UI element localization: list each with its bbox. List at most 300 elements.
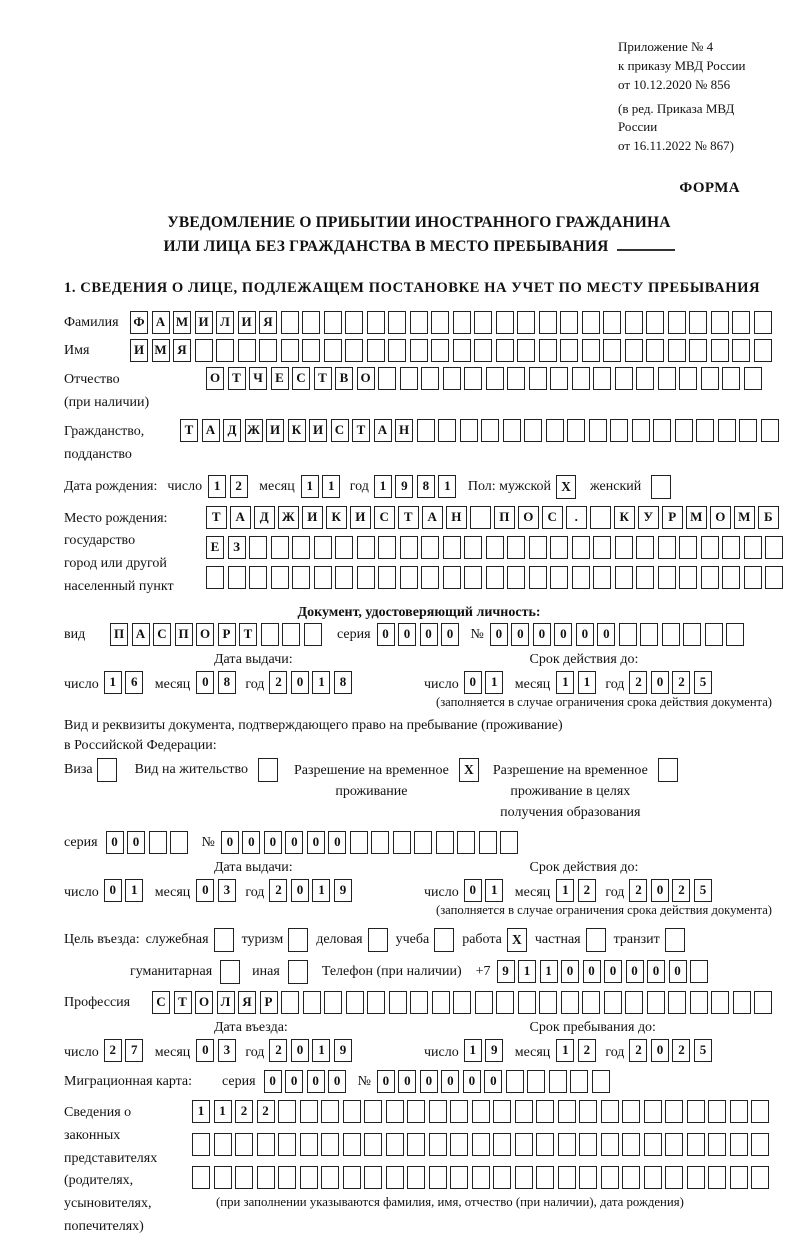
char-cell: 0: [264, 831, 282, 854]
purpose-business-label: деловая: [316, 932, 363, 948]
char-cell: [622, 1166, 640, 1189]
char-cell: [259, 339, 277, 362]
entry-dates-header: [64, 1020, 774, 1036]
char-cell: С: [542, 506, 563, 529]
char-cell: [515, 1166, 533, 1189]
char-cell: Т: [228, 367, 246, 390]
surname-row: [64, 311, 774, 334]
char-cell: 0: [441, 1070, 459, 1093]
month-label: месяц: [154, 884, 191, 900]
char-cell: [582, 339, 600, 362]
char-cell: [388, 311, 406, 334]
permit-series-row: [64, 831, 774, 854]
permit-number-cells: [221, 831, 522, 854]
char-cell: С: [292, 367, 310, 390]
char-cell: [300, 1100, 318, 1123]
char-cell: [646, 311, 664, 334]
char-cell: [470, 506, 491, 529]
char-cell: [367, 339, 385, 362]
char-cell: [364, 1133, 382, 1156]
profession-row: [64, 991, 774, 1014]
char-cell: 1: [208, 475, 226, 498]
char-cell: [281, 311, 299, 334]
permit-text-line-2: в Российской Федерации:: [64, 738, 217, 754]
char-cell: [726, 623, 744, 646]
char-cell: .: [566, 506, 587, 529]
year-label: год: [605, 1044, 625, 1060]
forma-label: ФОРМА: [679, 180, 740, 197]
char-cell: [550, 367, 568, 390]
citizenship-label-line-2: подданство: [64, 447, 132, 463]
permit-series-cells: [106, 831, 192, 854]
birthplace-label: [64, 506, 206, 599]
char-cell: [450, 1100, 468, 1123]
char-cell: [668, 311, 686, 334]
char-cell: [271, 536, 289, 559]
char-cell: 5: [694, 879, 712, 902]
char-cell: 0: [377, 623, 395, 646]
sex-male-label: Пол: мужской: [467, 478, 552, 494]
char-cell: [421, 536, 439, 559]
char-cell: 0: [626, 960, 644, 983]
char-cell: [216, 339, 234, 362]
char-cell: 2: [257, 1100, 275, 1123]
char-cell: [529, 367, 547, 390]
char-cell: [582, 991, 600, 1014]
permit-number-sign: №: [201, 835, 215, 851]
char-cell: [429, 1133, 447, 1156]
char-cell: 3: [218, 879, 236, 902]
purpose-other-label: иная: [252, 964, 280, 980]
char-cell: [708, 1133, 726, 1156]
birthplace-label-line-3: город или другой: [64, 556, 167, 572]
migration-card-label: Миграционная карта:: [64, 1074, 193, 1090]
char-cell: [632, 419, 650, 442]
char-cell: М: [152, 339, 170, 362]
purpose-business-checkbox: [368, 928, 388, 952]
char-cell: А: [422, 506, 443, 529]
char-cell: [683, 623, 701, 646]
char-cell: [560, 311, 578, 334]
patronymic-label-line-1: Отчество: [64, 372, 120, 388]
birthplace-row-1: [206, 506, 787, 529]
char-cell: [303, 991, 321, 1014]
char-cell: [343, 1166, 361, 1189]
passport-number-cells: [490, 623, 748, 646]
char-cell: [615, 536, 633, 559]
char-cell: [410, 339, 428, 362]
char-cell: [701, 367, 719, 390]
char-cell: [668, 339, 686, 362]
citizenship-cells: [180, 419, 782, 442]
char-cell: [429, 1166, 447, 1189]
char-cell: [561, 991, 579, 1014]
char-cell: [214, 1166, 232, 1189]
char-cell: [431, 311, 449, 334]
char-cell: И: [195, 311, 213, 334]
char-cell: [350, 831, 368, 854]
char-cell: [271, 566, 289, 589]
char-cell: [457, 831, 475, 854]
char-cell: [493, 1166, 511, 1189]
char-cell: 1: [312, 671, 330, 694]
annex-note-line-1: (в ред. Приказа МВД России: [618, 100, 735, 135]
purpose-study-checkbox: [434, 928, 454, 952]
char-cell: [647, 991, 665, 1014]
char-cell: [558, 1133, 576, 1156]
char-cell: [625, 311, 643, 334]
char-cell: Д: [254, 506, 275, 529]
permit-text-line-1: Вид и реквизиты документа, подтверждающего право на пребывание (проживание): [64, 718, 563, 734]
entry-month: [196, 1039, 239, 1062]
char-cell: К: [288, 419, 306, 442]
char-cell: 0: [420, 1070, 438, 1093]
char-cell: Т: [314, 367, 332, 390]
char-cell: [393, 831, 411, 854]
char-cell: [324, 991, 342, 1014]
char-cell: [195, 339, 213, 362]
char-cell: [443, 566, 461, 589]
char-cell: [235, 1166, 253, 1189]
char-cell: 0: [307, 1070, 325, 1093]
purpose-private-label: частная: [534, 932, 581, 948]
char-cell: [708, 1100, 726, 1123]
char-cell: [625, 991, 643, 1014]
passport-issue-year: [269, 671, 355, 694]
char-cell: [249, 566, 267, 589]
char-cell: 0: [291, 1039, 309, 1062]
passport-dates-header: [64, 652, 774, 668]
birthplace-label-line-2: государство: [64, 533, 136, 549]
char-cell: [292, 536, 310, 559]
char-cell: [453, 311, 471, 334]
char-cell: [257, 1166, 275, 1189]
entry-day: [104, 1039, 147, 1062]
char-cell: П: [110, 623, 128, 646]
char-cell: Ж: [278, 506, 299, 529]
char-cell: [378, 536, 396, 559]
char-cell: О: [195, 991, 213, 1014]
char-cell: Т: [206, 506, 227, 529]
entry-date-label: Дата въезда:: [214, 1020, 288, 1036]
phone-cells: [497, 960, 712, 983]
char-cell: [636, 566, 654, 589]
char-cell: [367, 991, 385, 1014]
permit-series-label: серия: [64, 835, 98, 851]
char-cell: [687, 1133, 705, 1156]
title-line-1: УВЕДОМЛЕНИЕ О ПРИБЫТИИ ИНОСТРАННОГО ГРАЖДАНИНА: [167, 214, 671, 232]
char-cell: 1: [104, 671, 122, 694]
citizenship-label-line-1: Гражданство,: [64, 424, 145, 440]
purpose-row: [64, 928, 774, 952]
annex-note: [618, 100, 774, 157]
char-cell: [371, 831, 389, 854]
residence-permit-label: Вид на жительство: [134, 762, 248, 778]
char-cell: [644, 1100, 662, 1123]
char-cell: Л: [216, 311, 234, 334]
year-label: год: [605, 884, 625, 900]
char-cell: Н: [446, 506, 467, 529]
char-cell: [593, 566, 611, 589]
birth-month-cells: [301, 475, 344, 498]
char-cell: [665, 1166, 683, 1189]
char-cell: [300, 1166, 318, 1189]
char-cell: [261, 623, 279, 646]
char-cell: [464, 536, 482, 559]
char-cell: [730, 1133, 748, 1156]
char-cell: [603, 311, 621, 334]
representatives-label-line-6: попечителях): [64, 1218, 144, 1234]
char-cell: [292, 566, 310, 589]
month-label: месяц: [514, 676, 551, 692]
char-cell: 2: [578, 879, 596, 902]
purpose-other-checkbox: [288, 960, 308, 984]
permit-issue-year: [269, 879, 355, 902]
visa-label: Виза: [64, 762, 93, 778]
char-cell: [421, 367, 439, 390]
char-cell: [500, 831, 518, 854]
char-cell: Я: [173, 339, 191, 362]
char-cell: [432, 991, 450, 1014]
migration-series-cells: [264, 1070, 350, 1093]
stay-month: [556, 1039, 599, 1062]
char-cell: 7: [125, 1039, 143, 1062]
birth-day-cells: [208, 475, 251, 498]
char-cell: 9: [497, 960, 515, 983]
permit-issue-day: [104, 879, 147, 902]
month-label: месяц: [154, 676, 191, 692]
char-cell: 2: [672, 879, 690, 902]
char-cell: [278, 1100, 296, 1123]
char-cell: [282, 623, 300, 646]
char-cell: [453, 991, 471, 1014]
annex-line-1: Приложение № 4: [618, 39, 714, 54]
char-cell: [610, 419, 628, 442]
annex-line-2: к приказу МВД России: [618, 57, 746, 73]
title-blank-underline: [617, 235, 675, 251]
birth-day-label: число: [167, 478, 203, 494]
char-cell: [300, 1133, 318, 1156]
char-cell: [546, 419, 564, 442]
char-cell: [238, 339, 256, 362]
char-cell: [321, 1100, 339, 1123]
char-cell: О: [196, 623, 214, 646]
char-cell: [739, 419, 757, 442]
char-cell: [679, 367, 697, 390]
char-cell: [481, 419, 499, 442]
char-cell: 0: [196, 879, 214, 902]
char-cell: И: [238, 311, 256, 334]
visa-checkbox: [97, 758, 117, 782]
char-cell: Я: [238, 991, 256, 1014]
char-cell: [658, 566, 676, 589]
char-cell: [386, 1133, 404, 1156]
char-cell: [192, 1133, 210, 1156]
char-cell: [443, 536, 461, 559]
char-cell: [539, 991, 557, 1014]
char-cell: Ж: [245, 419, 263, 442]
char-cell: [496, 991, 514, 1014]
profession-label: Профессия: [64, 995, 131, 1011]
purpose-official-label: служебная: [145, 932, 209, 948]
char-cell: [192, 1166, 210, 1189]
passport-issue-month: [196, 671, 239, 694]
representatives-block: [64, 1100, 774, 1238]
passport-valid-year: [629, 671, 715, 694]
char-cell: [761, 419, 779, 442]
birthplace-cells-block: [206, 506, 787, 589]
char-cell: И: [130, 339, 148, 362]
char-cell: [658, 536, 676, 559]
char-cell: 1: [301, 475, 319, 498]
char-cell: [214, 1133, 232, 1156]
char-cell: 0: [307, 831, 325, 854]
char-cell: [475, 991, 493, 1014]
annex-line-3: от 10.12.2020 № 856: [618, 76, 731, 92]
char-cell: [257, 1133, 275, 1156]
char-cell: [414, 831, 432, 854]
char-cell: 0: [464, 671, 482, 694]
char-cell: [751, 1166, 769, 1189]
char-cell: [364, 1166, 382, 1189]
char-cell: [601, 1100, 619, 1123]
char-cell: [400, 566, 418, 589]
char-cell: [536, 1166, 554, 1189]
migration-card-row: [64, 1070, 774, 1093]
char-cell: [438, 419, 456, 442]
char-cell: [486, 536, 504, 559]
representatives-cells-block: [192, 1100, 773, 1210]
char-cell: [506, 1070, 524, 1093]
char-cell: [529, 536, 547, 559]
char-cell: 8: [417, 475, 435, 498]
citizenship-label: [64, 419, 180, 466]
day-label: число: [64, 884, 99, 900]
given-name-label: Имя: [64, 343, 90, 359]
char-cell: 1: [464, 1039, 482, 1062]
char-cell: [345, 311, 363, 334]
char-cell: [593, 367, 611, 390]
char-cell: [732, 339, 750, 362]
char-cell: [493, 1133, 511, 1156]
temp-edu-permit-checkbox: [658, 758, 678, 782]
char-cell: [472, 1100, 490, 1123]
form-title: [64, 211, 774, 259]
char-cell: [689, 339, 707, 362]
char-cell: 0: [490, 623, 508, 646]
day-label: число: [424, 676, 459, 692]
char-cell: [744, 566, 762, 589]
char-cell: [343, 1133, 361, 1156]
birthplace-row-2: [206, 536, 787, 559]
passport-issue-day: [104, 671, 147, 694]
char-cell: 0: [291, 879, 309, 902]
char-cell: [722, 566, 740, 589]
char-cell: А: [152, 311, 170, 334]
birth-month-label: месяц: [259, 478, 295, 494]
day-label: число: [64, 676, 99, 692]
char-cell: [472, 1166, 490, 1189]
char-cell: [701, 536, 719, 559]
char-cell: 9: [395, 475, 413, 498]
char-cell: [345, 339, 363, 362]
char-cell: 1: [312, 1039, 330, 1062]
char-cell: [662, 623, 680, 646]
char-cell: [765, 566, 783, 589]
char-cell: 0: [196, 1039, 214, 1062]
char-cell: 1: [214, 1100, 232, 1123]
char-cell: 0: [651, 671, 669, 694]
char-cell: 9: [334, 1039, 352, 1062]
passport-issue-date-label: Дата выдачи:: [214, 652, 293, 668]
char-cell: [464, 566, 482, 589]
permit-valid-month: [556, 879, 599, 902]
char-cell: [744, 536, 762, 559]
stay-until-label: Срок пребывания до:: [529, 1020, 656, 1036]
stay-year: [629, 1039, 715, 1062]
char-cell: Р: [662, 506, 683, 529]
temp-permit-label: Разрешение на временное проживание: [293, 763, 449, 800]
day-label: число: [64, 1044, 99, 1060]
char-cell: [453, 339, 471, 362]
char-cell: [601, 1166, 619, 1189]
sex-female-label: женский: [590, 478, 642, 494]
char-cell: 0: [328, 1070, 346, 1093]
char-cell: [690, 960, 708, 983]
char-cell: [705, 623, 723, 646]
birthplace-label-line-4: населенный пункт: [64, 578, 174, 594]
char-cell: [689, 311, 707, 334]
char-cell: [665, 1100, 683, 1123]
char-cell: Д: [223, 419, 241, 442]
char-cell: [644, 1166, 662, 1189]
month-label: месяц: [154, 1044, 191, 1060]
char-cell: 3: [218, 1039, 236, 1062]
char-cell: 5: [694, 671, 712, 694]
char-cell: [549, 1070, 567, 1093]
char-cell: [675, 419, 693, 442]
char-cell: [550, 566, 568, 589]
representatives-label-line-2: законных: [64, 1128, 121, 1144]
char-cell: 0: [420, 623, 438, 646]
year-label: год: [245, 1044, 265, 1060]
char-cell: [400, 367, 418, 390]
char-cell: 1: [312, 879, 330, 902]
patronymic-label: [64, 367, 206, 414]
month-label: месяц: [514, 884, 551, 900]
char-cell: 1: [518, 960, 536, 983]
char-cell: 2: [269, 671, 287, 694]
permit-valid-day: [464, 879, 507, 902]
char-cell: 0: [196, 671, 214, 694]
char-cell: 0: [651, 879, 669, 902]
char-cell: З: [228, 536, 246, 559]
char-cell: [343, 1100, 361, 1123]
passport-valid-note: (заполняется в случае ограничения срока действия документа): [436, 695, 772, 710]
char-cell: И: [350, 506, 371, 529]
char-cell: [754, 339, 772, 362]
char-cell: М: [173, 311, 191, 334]
char-cell: [754, 991, 772, 1014]
char-cell: И: [266, 419, 284, 442]
stay-day: [464, 1039, 507, 1062]
char-cell: [708, 1166, 726, 1189]
doc-type-cells: [110, 623, 325, 646]
purpose-tourism-checkbox: [288, 928, 308, 952]
phone-label: Телефон (при наличии): [321, 964, 462, 980]
char-cell: [278, 1166, 296, 1189]
char-cell: 2: [629, 879, 647, 902]
